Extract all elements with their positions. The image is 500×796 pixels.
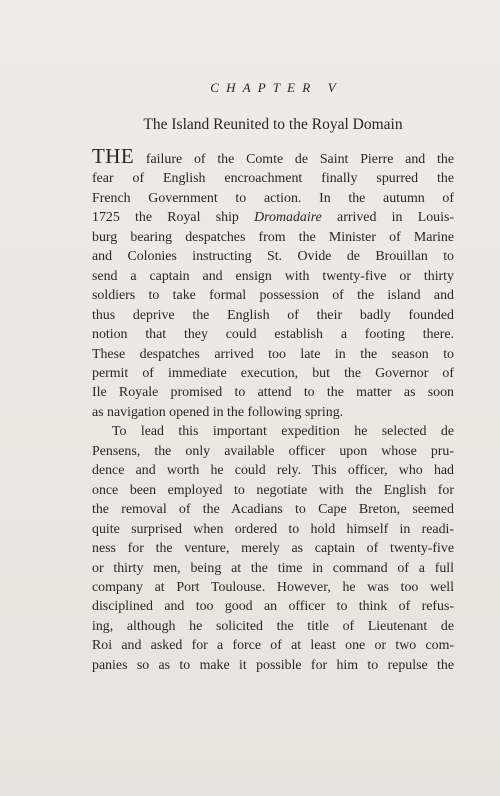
drop-cap: THE <box>92 144 135 168</box>
text-line: panies so as to make it possible for him to repulse the <box>92 657 454 673</box>
text-line: burg bearing despatches from the Minister of Marine <box>92 229 454 245</box>
text-line: soldiers to take formal possession of the island and <box>92 288 454 304</box>
paragraph-2 <box>92 422 454 675</box>
text-block <box>92 80 454 675</box>
chapter-heading: CHAPTER V <box>210 80 343 95</box>
text-line: and Colonies instructing St. Ovide de Brouillan to <box>92 249 454 265</box>
paragraph-1 <box>92 144 454 422</box>
text-line: 1725 the Royal ship Dromadaire arrived in Louis- <box>92 210 454 226</box>
text-line: or thirty men, being at the time in command of a full <box>92 560 454 576</box>
text-line: THE failure of the Comte de Saint Pierre and the <box>92 144 454 168</box>
text-line: the removal of the Acadians to Cape Breton, seemed <box>92 502 454 518</box>
text-line: These despatches arrived too late in the season to <box>92 346 454 362</box>
text-line: Ile Royale promised to attend to the matter as soon <box>92 385 454 401</box>
chapter-title: The Island Reunited to the Royal Domain <box>143 116 403 133</box>
ship-name: Dromadaire <box>254 210 322 226</box>
text-line: once been employed to negotiate with the English for <box>92 482 454 498</box>
text-line: quite surprised when ordered to hold himself in readi- <box>92 521 454 537</box>
text-line: Roi and asked for a force of at least one or two com- <box>92 638 454 654</box>
text-line: thus deprive the English of their badly founded <box>92 307 454 323</box>
text-line: as navigation opened in the following spring. <box>92 404 344 420</box>
text-line: dence and worth he could rely. This officer, who had <box>92 463 454 479</box>
text-line: company at Port Toulouse. However, he was too well <box>92 579 454 595</box>
text-line: ness for the venture, merely as captain of twenty-five <box>92 541 454 557</box>
text-line: disciplined and too good an officer to think of refus- <box>92 599 454 615</box>
text-line: send a captain and ensign with twenty-five or thirty <box>92 268 454 284</box>
body-text <box>92 144 454 675</box>
text-line: notion that they could establish a footing there. <box>92 327 454 343</box>
text-line: ing, although he solicited the title of Lieutenant de <box>92 618 454 634</box>
text-line: Pensens, the only available officer upon whose pru- <box>92 443 454 459</box>
text-line: French Government to action. In the autumn of <box>92 190 454 206</box>
text-line: fear of English encroachment finally spurred the <box>92 171 454 187</box>
text-line: To lead this important expedition he selected de <box>112 424 454 440</box>
text-line: permit of immediate execution, but the Governor of <box>92 365 454 381</box>
